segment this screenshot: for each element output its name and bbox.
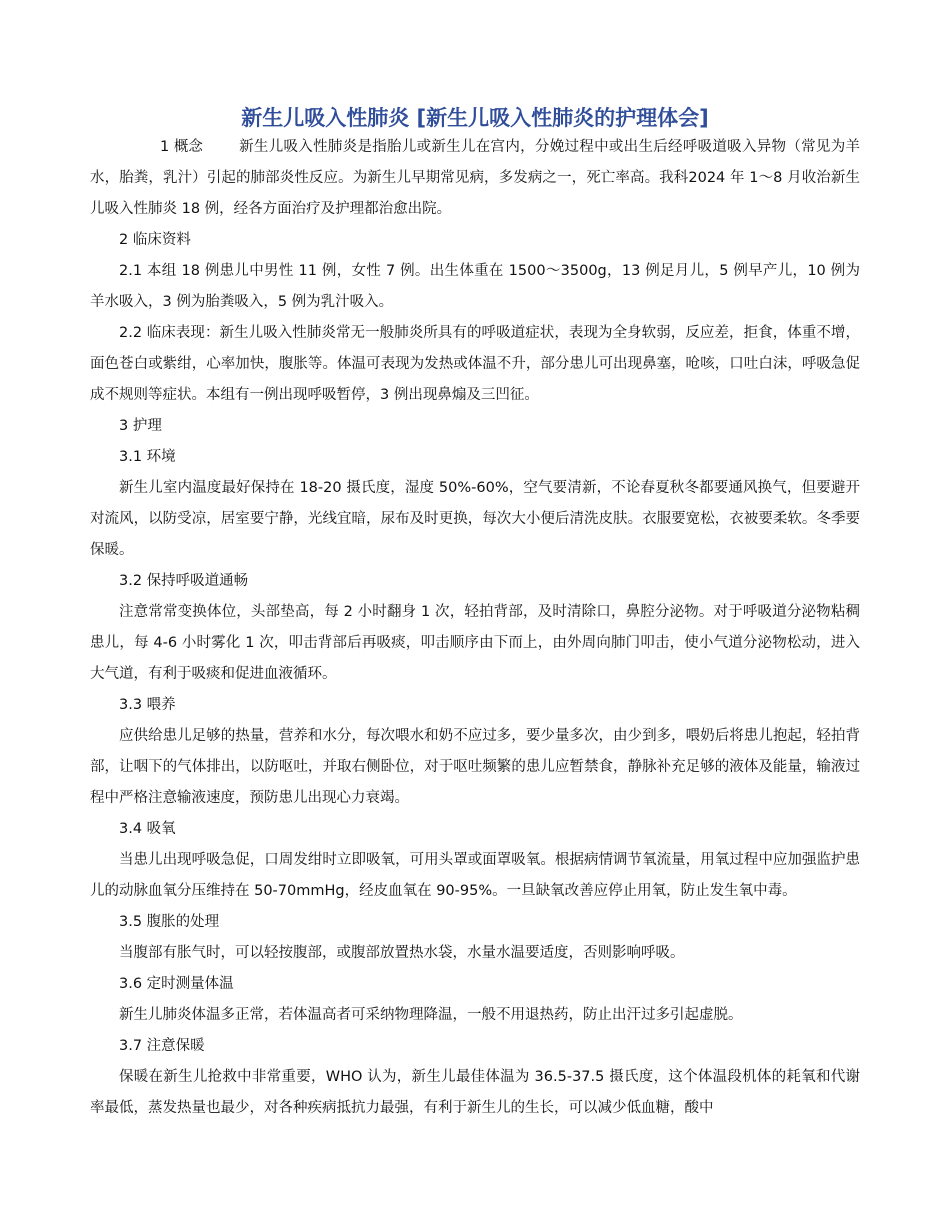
paragraph-3-6: 新生儿肺炎体温多正常，若体温高者可采纳物理降温，一般不用退热药，防止出汗过多引起虚脱。 [119, 1007, 743, 1023]
document-title: 新生儿吸入性肺炎 [新生儿吸入性肺炎的护理体会] [241, 106, 709, 130]
heading-3-5: 3.5 腹胀的处理 [119, 914, 220, 930]
paragraph-3-1: 新生儿室内温度最好保持在 18-20 摄氏度，湿度 50%-60%，空气要清新，不论春夏秋冬都要通风换气，但要避开对流风，以防受凉，居室要宁静，光线宜暗，尿布及时更换，每次大小便后清洗皮肤。衣服要宽松，衣被要柔软。冬季要保暖。 [90, 480, 860, 558]
heading-3-7: 3.7 注意保暖 [119, 1038, 205, 1054]
heading-3-3: 3.3 喂养 [119, 697, 176, 713]
paragraph-3-3: 应供给患儿足够的热量，营养和水分，每次喂水和奶不应过多，要少量多次，由少到多，喂奶后将患儿抱起，轻拍背部，让咽下的气体排出，以防呕吐，并取右侧卧位，对于呕吐频繁的患儿应暂禁食，静脉补充足够的液体及能量，输液过程中严格注意输液速度，预防患儿出现心力衰竭。 [90, 728, 860, 806]
paragraph-2-2: 2.2 临床表现：新生儿吸入性肺炎常无一般肺炎所具有的呼吸道症状，表现为全身软弱，反应差，拒食，体重不增，面色苍白或紫绀，心率加快，腹胀等。体温可表现为发热或体温不升，部分患儿可出现鼻塞，呛咳，口吐白沫，呼吸急促成不规则等症状。本组有一例出现呼吸暂停，3 例出现鼻煽及三凹征。 [90, 325, 860, 403]
concept-label: 1 概念 [160, 139, 203, 155]
paragraph-2-1: 2.1 本组 18 例患儿中男性 11 例，女性 7 例。出生体重在 1500～3500g，13 例足月儿，5 例早产儿，10 例为羊水吸入，3 例为胎粪吸入，5 例为乳汁吸入。 [90, 263, 860, 310]
concept-text: 新生儿吸入性肺炎是指胎儿或新生儿在宫内，分娩过程中或出生后经呼吸道吸入异物（常见为羊水，胎粪，乳汁）引起的肺部炎性反应。为新生儿早期常见病，多发病之一，死亡率高。我科2024 年 1～8 月收治新生儿吸入性肺炎 18 例，经各方面治疗及护理都治愈出院。 [90, 139, 860, 217]
heading-clinical-data: 2 临床资料 [119, 232, 191, 248]
heading-3-6: 3.6 定时测量体温 [119, 976, 234, 992]
heading-nursing: 3 护理 [119, 418, 162, 434]
paragraph-3-5: 当腹部有胀气时，可以轻按腹部，或腹部放置热水袋，水量水温要适度，否则影响呼吸。 [119, 945, 685, 961]
heading-3-1: 3.1 环境 [119, 449, 176, 465]
document-body [90, 132, 860, 1124]
heading-3-4: 3.4 吸氧 [119, 821, 176, 837]
paragraph-concept [90, 132, 860, 225]
heading-3-2: 3.2 保持呼吸道通畅 [119, 573, 249, 589]
paragraph-3-7: 保暖在新生儿抢救中非常重要，WHO 认为，新生儿最佳体温为 36.5-37.5 摄氏度，这个体温段机体的耗氧和代谢率最低，蒸发热量也最少，对各种疾病抵抗力最强，有利于新生儿的生长，可以减少低血糖，酸中 [90, 1069, 860, 1116]
paragraph-3-2: 注意常常变换体位，头部垫高，每 2 小时翻身 1 次，轻拍背部，及时清除口，鼻腔分泌物。对于呼吸道分泌物粘稠患儿，每 4-6 小时雾化 1 次，叩击背部后再吸痰，叩击顺序由下而上，由外周向肺门叩击，使小气道分泌物松动，进入大气道，有利于吸痰和促进血液循环。 [90, 604, 860, 682]
paragraph-3-4: 当患儿出现呼吸急促，口周发绀时立即吸氧，可用头罩或面罩吸氧。根据病情调节氧流量，用氧过程中应加强监护患儿的动脉血氧分压维持在 50-70mmHg，经皮血氧在 90-95%。一旦缺氧改善应停止用氧，防止发生氧中毒。 [90, 852, 860, 899]
